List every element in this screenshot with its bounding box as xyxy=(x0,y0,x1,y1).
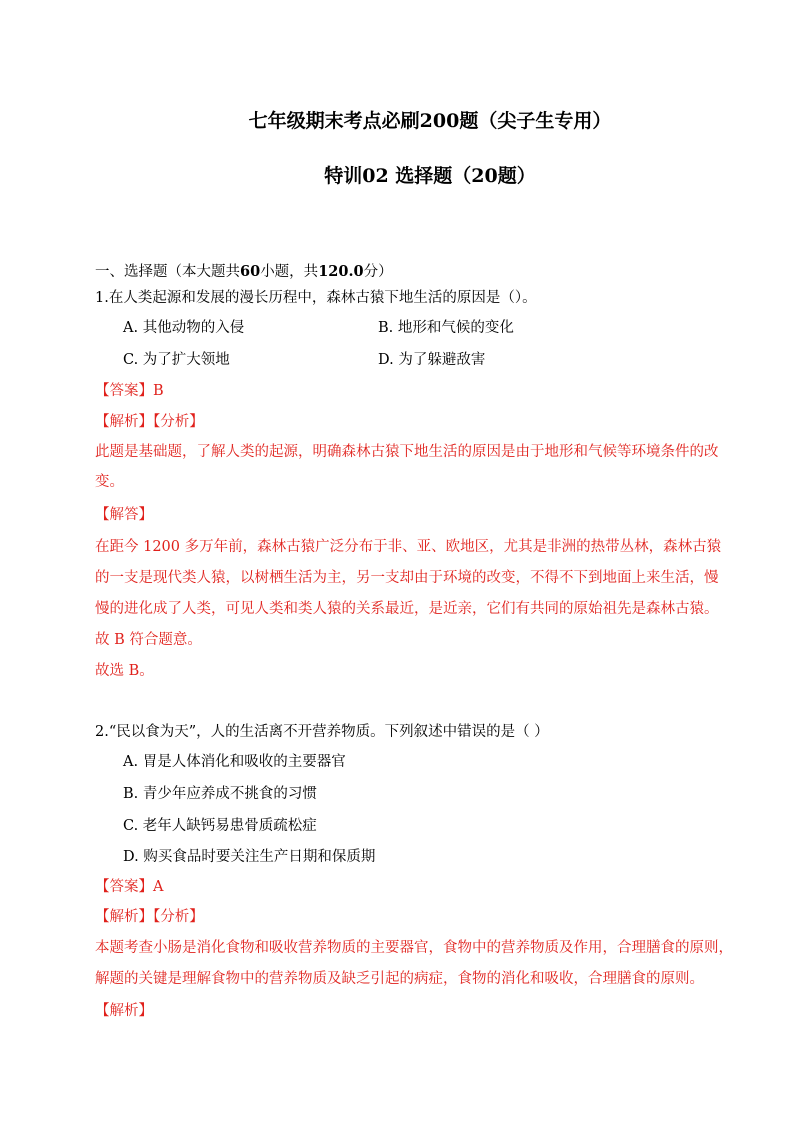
section-header: 一、选择题（本大题共60小题，共120.0分） xyxy=(95,263,393,280)
question-1-analysis-label: 【解析】【分析】 xyxy=(95,414,204,430)
page-title: 七年级期末考点必刷200题（尖子生专用） xyxy=(248,110,612,132)
question-1-answer: 【答案】B xyxy=(95,383,164,399)
question-2-option-c: C. 老年人缺钙易患骨质疏松症 xyxy=(123,818,317,834)
question-1-solution-line: 故选 B。 xyxy=(95,663,154,679)
question-1-solution-label: 【解答】 xyxy=(95,507,153,523)
question-2-trailing-label: 【解析】 xyxy=(95,1003,153,1019)
question-1-stem: 1.在人类起源和发展的漫长历程中，森林古猿下地生活的原因是（）。 xyxy=(95,290,537,306)
question-1-solution-line: 在距今 1200 多万年前，森林古猿广泛分布于非、亚、欧地区，尤其是非洲的热带丛林，森林古猿 xyxy=(95,539,722,555)
question-2-answer: 【答案】A xyxy=(95,879,164,895)
question-1-analysis-line: 此题是基础题，了解人类的起源，明确森林古猿下地生活的原因是由于地形和气候等环境条件的改 xyxy=(95,444,719,460)
question-2-analysis-label: 【解析】【分析】 xyxy=(95,909,204,925)
question-1-option-d: D. 为了躲避敌害 xyxy=(378,352,486,368)
question-1-option-a: A. 其他动物的入侵 xyxy=(123,320,245,336)
page-subtitle: 特训02 选择题（20题） xyxy=(324,165,536,187)
question-2-option-a: A. 胃是人体消化和吸收的主要器官 xyxy=(123,754,346,770)
question-2-option-d: D. 购买食品时要关注生产日期和保质期 xyxy=(123,849,376,865)
question-2-analysis-line: 本题考查小肠是消化食物和吸收营养物质的主要器官，食物中的营养物质及作用，合理膳食的原则， xyxy=(95,940,733,956)
question-2-stem: 2.“民以食为天”，人的生活离不开营养物质。下列叙述中错误的是（ ） xyxy=(95,724,549,740)
question-1-analysis-line: 变。 xyxy=(95,474,124,490)
question-2-analysis-line: 解题的关键是理解食物中的营养物质及缺乏引起的病症，食物的消化和吸收，合理膳食的原则。 xyxy=(95,971,704,987)
question-1-option-b: B. 地形和气候的变化 xyxy=(378,320,514,336)
question-1-solution-line: 的一支是现代类人猿，以树栖生活为主，另一支却由于环境的改变，不得不下到地面上来生活，慢 xyxy=(95,570,719,586)
question-1-solution-line: 慢的进化成了人类，可见人类和类人猿的关系最近，是近亲，它们有共同的原始祖先是森林古猿。 xyxy=(95,601,719,617)
question-1-solution-line: 故 B 符合题意。 xyxy=(95,632,202,648)
question-2-option-b: B. 青少年应养成不挑食的习惯 xyxy=(123,786,317,802)
question-1-option-c: C. 为了扩大领地 xyxy=(123,352,230,368)
